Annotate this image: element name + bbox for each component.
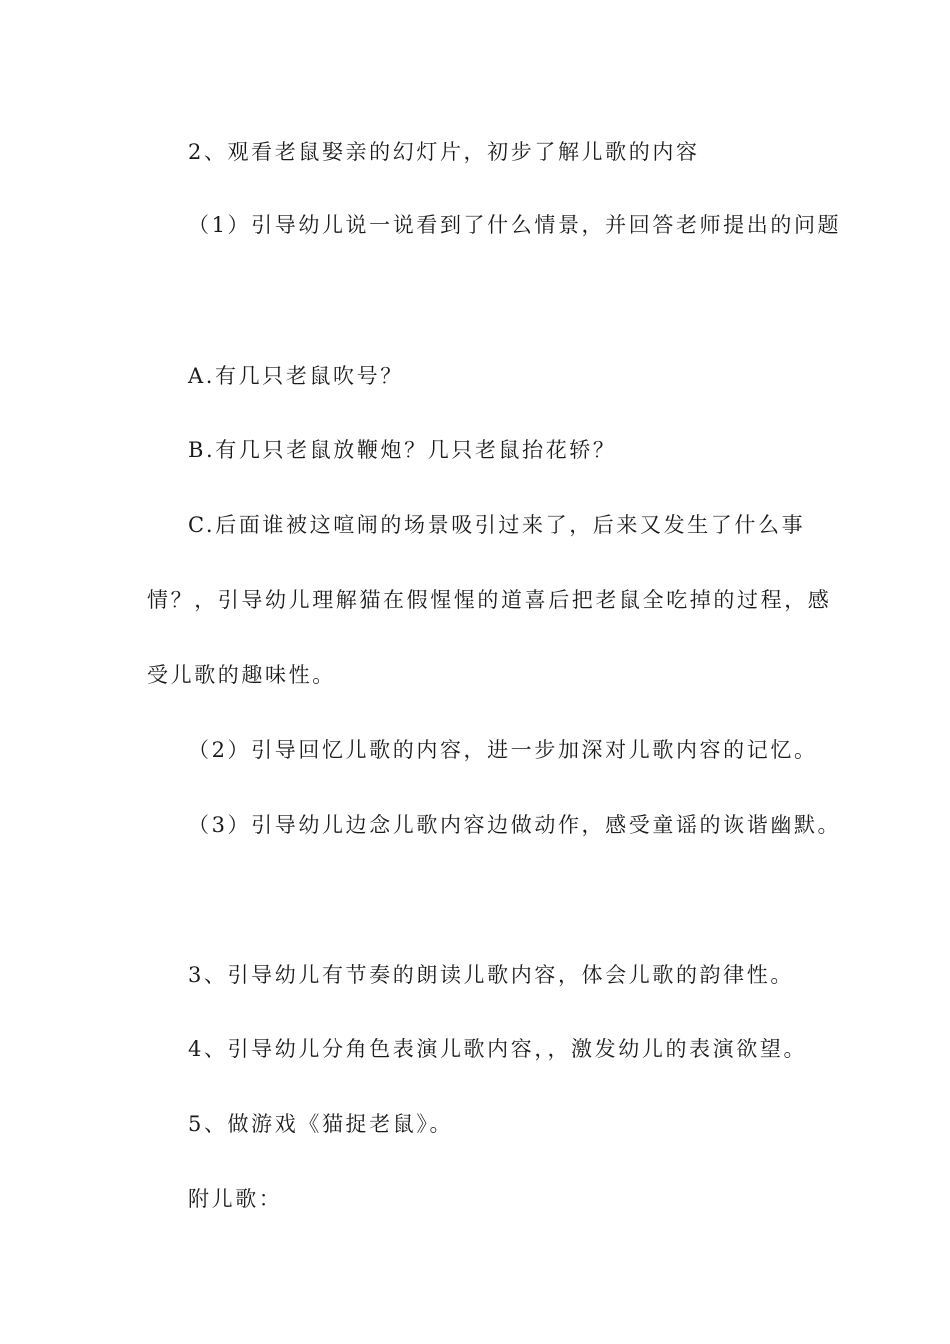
question-c: C.后面谁被这喧闹的场景吸引过来了，后来又发生了什么事 xyxy=(188,513,806,537)
question-b: B.有几只老鼠放鞭炮？几只老鼠抬花轿？ xyxy=(188,438,617,462)
step-2-sub-3: （3）引导幼儿边念儿歌内容边做动作，感受童谣的诙谐幽默。 xyxy=(188,813,842,837)
step-2-sub-2: （2）引导回忆儿歌的内容，进一步加深对儿歌内容的记忆。 xyxy=(188,738,818,762)
step-5: 5、做游戏《猫捉老鼠》。 xyxy=(188,1112,454,1136)
question-c-continued: 情？，引导幼儿理解猫在假惺惺的道喜后把老鼠全吃掉的过程，感 xyxy=(147,588,832,612)
step-3: 3、引导幼儿有节奏的朗读儿歌内容，体会儿歌的韵律性。 xyxy=(188,963,794,987)
step-2-sub-1: （1）引导幼儿说一说看到了什么情景，并回答老师提出的问题 xyxy=(188,213,842,237)
step-2-heading: 2、观看老鼠娶亲的幻灯片，初步了解儿歌的内容 xyxy=(188,140,700,164)
question-c-continued-2: 受儿歌的趣味性。 xyxy=(147,663,336,687)
appendix-heading: 附儿歌： xyxy=(188,1187,283,1211)
question-a: A.有几只老鼠吹号？ xyxy=(188,364,404,388)
step-4: 4、引导幼儿分角色表演儿歌内容，，激发幼儿的表演欲望。 xyxy=(188,1037,808,1061)
